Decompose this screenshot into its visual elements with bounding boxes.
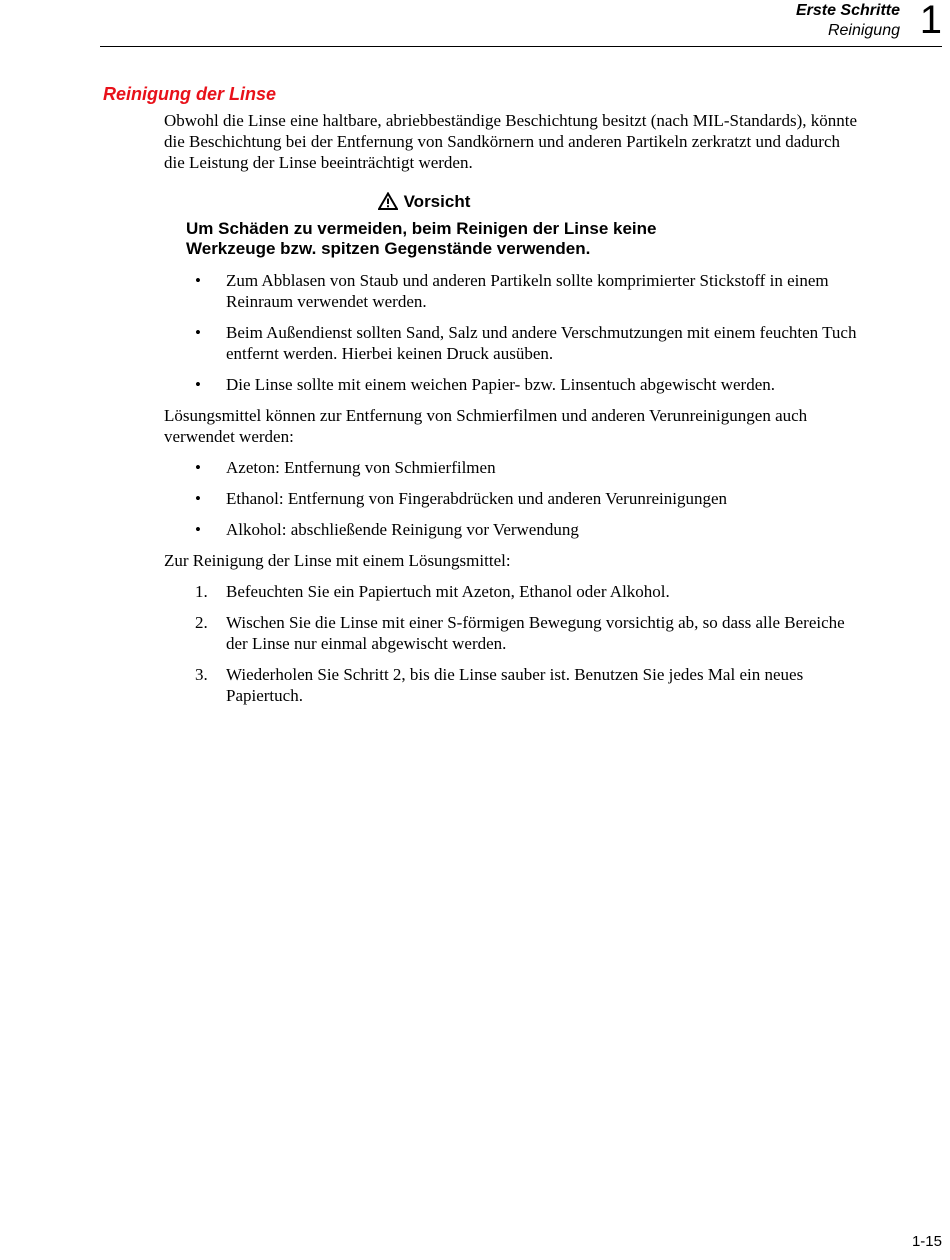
list-item-text: Zum Abblasen von Staub und anderen Partikeln sollte komprimierter Stickstoff in einem Reinraum verwendet werden.: [226, 271, 829, 311]
caution-title-label: Vorsicht: [403, 192, 471, 211]
step-number: 2.: [195, 613, 208, 632]
section-title: Reinigung: [827, 22, 900, 39]
page-header: [0, 0, 950, 48]
section-heading: Reinigung der Linse: [103, 84, 277, 104]
list-item-text: Azeton: Entfernung von Schmierfilmen: [226, 458, 496, 477]
chapter-title: Erste Schritte: [795, 2, 900, 19]
chapter-number: 1: [919, 0, 942, 42]
step-text: Wiederholen Sie Schritt 2, bis die Linse sauber ist. Benutzen Sie jedes Mal ein neues Papiertuch.: [226, 665, 804, 705]
solvents-paragraph: Lösungsmittel können zur Entfernung von Schmierfilmen und anderen Verunreinigungen auch verwendet werden:: [164, 406, 808, 446]
bullet-icon: •: [195, 458, 201, 477]
running-header: [796, 1, 900, 41]
caution-text: Um Schäden zu vermeiden, beim Reinigen der Linse keine Werkzeuge bzw. spitzen Gegenstände verwenden.: [186, 219, 657, 258]
steps-paragraph: Zur Reinigung der Linse mit einem Lösungsmittel:: [164, 551, 511, 570]
list-item-text: Ethanol: Entfernung von Fingerabdrücken und anderen Verunreinigungen: [226, 489, 728, 508]
step-text: Befeuchten Sie ein Papiertuch mit Azeton, Ethanol oder Alkohol.: [226, 582, 670, 601]
bullet-icon: •: [195, 520, 201, 539]
list-item-text: Beim Außendienst sollten Sand, Salz und andere Verschmutzungen mit einem feuchten Tuch entfernt werden. Hierbei keinen Druck ausüben.: [226, 323, 857, 363]
caution-title: [164, 191, 684, 213]
bullet-icon: •: [195, 489, 201, 508]
page-number: 1-15: [911, 1233, 942, 1250]
warning-triangle-icon: [378, 192, 398, 210]
bullet-icon: •: [195, 323, 201, 342]
list-item-text: Die Linse sollte mit einem weichen Papier- bzw. Linsentuch abgewischt werden.: [226, 375, 775, 394]
step-number: 1.: [195, 582, 208, 601]
header-rule: [100, 46, 942, 47]
intro-paragraph: Obwohl die Linse eine haltbare, abriebbeständige Beschichtung besitzt (nach MIL-Standards), könnte die Beschichtung bei der Entfernung von Sandkörnern und anderen Partikeln zerkratzt und dadurch die Leistung der Linse beeinträchtigt werden.: [164, 111, 858, 172]
step-text: Wischen Sie die Linse mit einer S-förmigen Bewegung vorsichtig ab, so dass alle Bereiche der Linse nur einmal abgewischt werden.: [226, 613, 845, 653]
bullet-icon: •: [195, 375, 201, 394]
step-number: 3.: [195, 665, 208, 684]
bullet-icon: •: [195, 271, 201, 290]
list-item-text: Alkohol: abschließende Reinigung vor Verwendung: [226, 520, 579, 539]
